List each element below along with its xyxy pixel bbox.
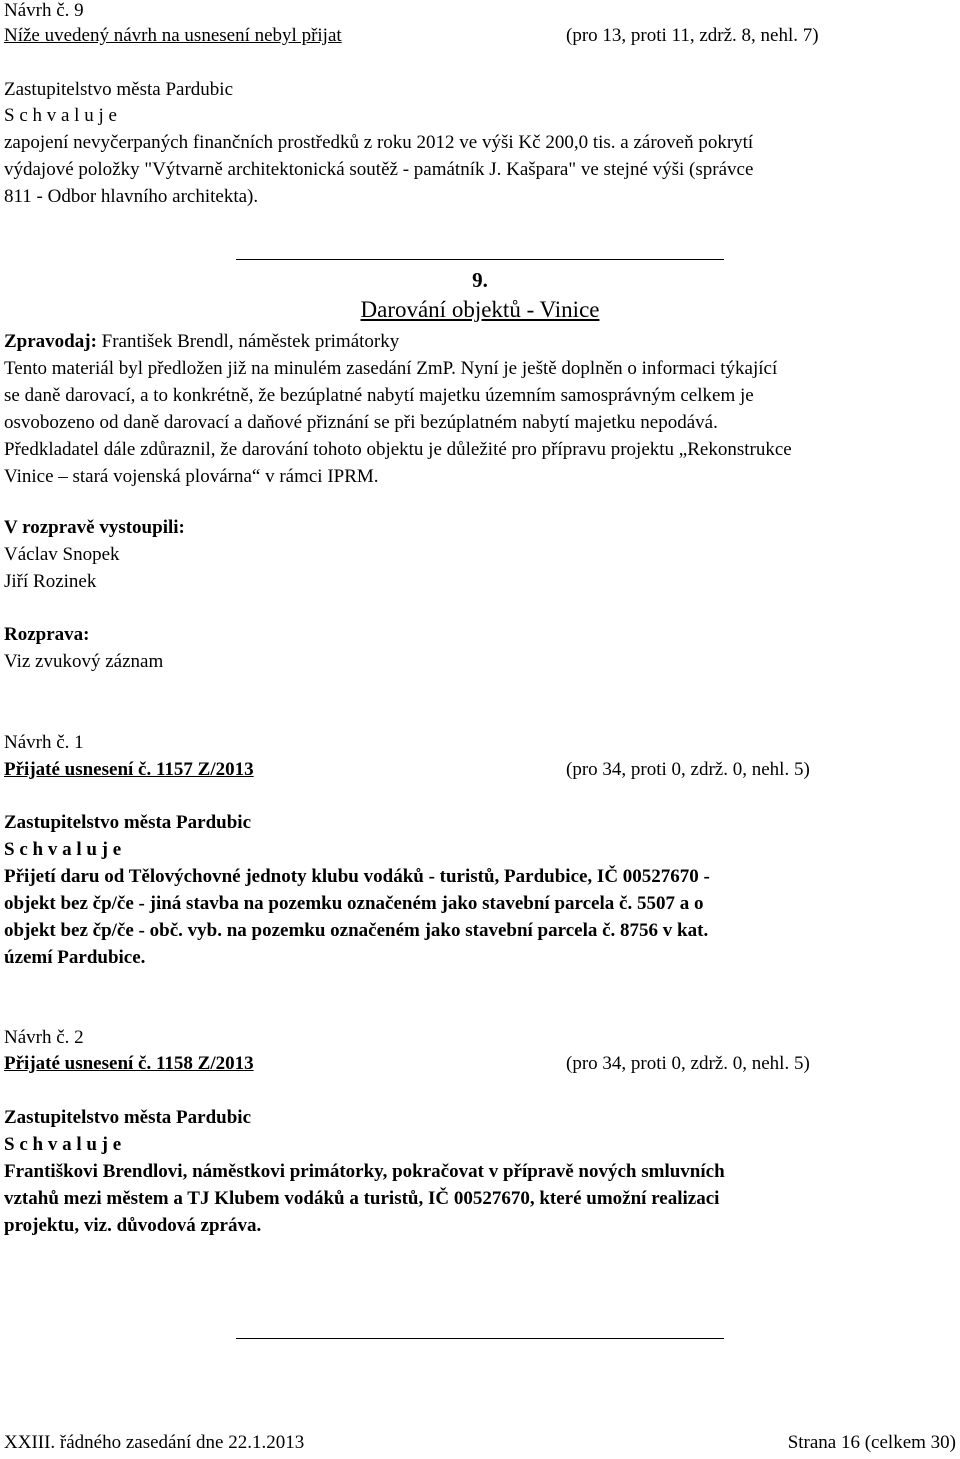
speaker-2: Jiří Rozinek (4, 571, 97, 592)
proposal-9-vote: (pro 13, proti 11, zdrž. 8, nehl. 7) (566, 25, 819, 46)
top-text-line-2: výdajové položky "Výtvarně architektonická soutěž - památník J. Kašpara" ve stejné výši (správce (4, 159, 754, 180)
proposal-9-label: Návrh č. 9 (4, 0, 84, 21)
proposal-1-resolution: Přijaté usnesení č. 1157 Z/2013 (4, 759, 254, 780)
top-text-line-1: zapojení nevyčerpaných finančních prostředků z roku 2012 ve výši Kč 200,0 tis. a zároveň pokrytí (4, 132, 754, 153)
council-name: Zastupitelstvo města Pardubic (4, 79, 234, 100)
proposal-1-text-line-3: objekt bez čp/če - obč. vyb. na pozemku označeném jako stavební parcela č. 8756 v kat. (4, 920, 709, 941)
proposal-2-vote: (pro 34, proti 0, zdrž. 0, nehl. 5) (566, 1053, 810, 1074)
proposal-2-council: Zastupitelstvo města Pardubic (4, 1107, 251, 1128)
agenda-title: Darování objektů - Vinice (360, 297, 600, 322)
proposal-1-label: Návrh č. 1 (4, 732, 84, 753)
discussion-heading: Rozprava: (4, 624, 90, 645)
reporter-name: František Brendl, náměstek primátorky (101, 331, 400, 352)
footer-page-number: Strana 16 (celkem 30) (787, 1432, 956, 1453)
proposal-1-text-line-2: objekt bez čp/če - jiná stavba na pozemku označeném jako stavební parcela č. 5507 a o (4, 893, 704, 914)
description-line-1: Tento materiál byl předložen již na minulém zasedání ZmP. Nyní je ještě doplněn o informaci týkající (4, 358, 778, 379)
proposal-2-approves: S c h v a l u j e (4, 1134, 122, 1155)
agenda-number: 9. (472, 268, 488, 292)
separator-rule (236, 259, 724, 260)
proposal-1-vote: (pro 34, proti 0, zdrž. 0, nehl. 5) (566, 759, 810, 780)
proposal-1-text-line-4: území Pardubice. (4, 947, 146, 968)
discussion-text: Viz zvukový záznam (4, 651, 164, 672)
description-line-3: osvobozeno od daně darovací a daňové přiznání se při bezúplatném nabytí majetku nepodává. (4, 412, 718, 433)
proposal-1-approves: S c h v a l u j e (4, 839, 122, 860)
footer-session: XXIII. řádného zasedání dne 22.1.2013 (4, 1432, 305, 1453)
top-text-line-3: 811 - Odbor hlavního architekta). (4, 186, 259, 207)
approves-label: S c h v a l u j e (4, 105, 117, 126)
proposal-2-text-line-3: projektu, viz. důvodová zpráva. (4, 1215, 262, 1236)
description-line-2: se daně darovací, a to konkrétně, že bezúplatné nabytí majetku územním samosprávným celkem je (4, 385, 754, 406)
proposal-1-text-line-1: Přijetí daru od Tělovýchovné jednoty klubu vodáků - turistů, Pardubice, IČ 00527670 - (4, 866, 710, 887)
description-line-4: Předkladatel dále zdůraznil, že darování tohoto objektu je důležité pro přípravu projektu „Rekonstrukce (4, 439, 792, 460)
speaker-1: Václav Snopek (4, 544, 120, 565)
proposal-2-label: Návrh č. 2 (4, 1027, 84, 1048)
proposal-2-text-line-1: Františkovi Brendlovi, náměstkovi primátorky, pokračovat v přípravě nových smluvních (4, 1161, 725, 1182)
proposal-2-resolution: Přijaté usnesení č. 1158 Z/2013 (4, 1053, 254, 1074)
proposal-1-council: Zastupitelstvo města Pardubic (4, 812, 251, 833)
debate-heading: V rozpravě vystoupili: (4, 517, 185, 538)
reporter-label: Zpravodaj: (4, 331, 97, 352)
description-line-5: Vinice – stará vojenská plovárna“ v rámci IPRM. (4, 466, 379, 487)
proposal-2-text-line-2: vztahů mezi městem a TJ Klubem vodáků a turistů, IČ 00527670, které umožní realizaci (4, 1188, 720, 1209)
closing-separator-rule (236, 1338, 724, 1339)
rejected-notice: Níže uvedený návrh na usnesení nebyl přijat (4, 25, 342, 46)
reporter-line (4, 331, 399, 353)
